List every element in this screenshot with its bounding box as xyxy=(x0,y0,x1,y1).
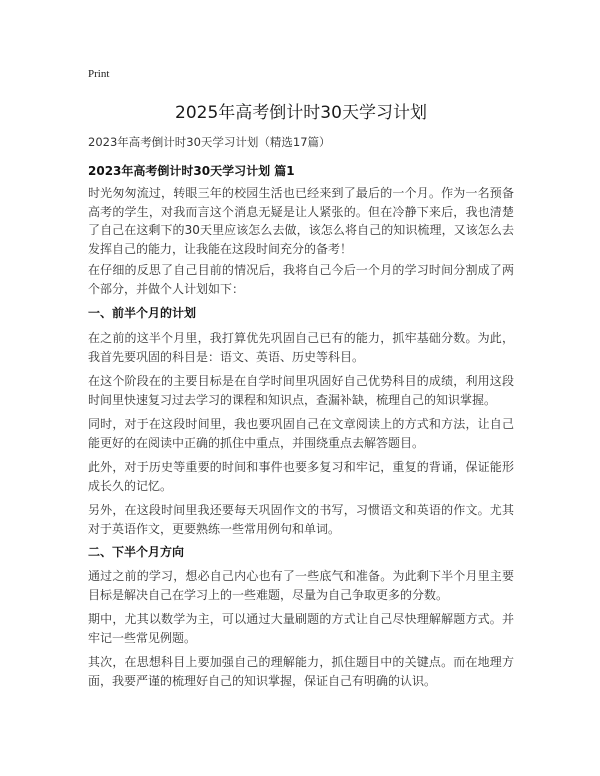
paragraph: 期中，尤其以数学为主，可以通过大量刷题的方式让自己尽快理解解题方式。并牢记一些常见例题。 xyxy=(88,612,514,645)
paragraph: 其次，在思想科目上要加强自己的理解能力，抓住题目中的关键点。而在地理方面，我要严谨的梳理好自己的知识掌握，保证自己有明确的认识。 xyxy=(88,655,514,688)
heading-first-half: 一、前半个月的计划 xyxy=(88,306,197,320)
paragraph: 在之前的这半个月里，我打算优先巩固自己已有的能力，抓牢基础分数。为此，我首先要巩固的科目是：语文、英语、历史等科目。 xyxy=(88,331,514,364)
heading-second-half: 二、下半个月方向 xyxy=(88,545,185,559)
paragraph: 另外，在这段时间里我还要每天巩固作文的书写，习惯语文和英语的作文。尤其对于英语作文，更要熟练一些常用例句和单词。 xyxy=(88,503,514,536)
paragraph: 时光匆匆流过，转眼三年的校园生活也已经来到了最后的一个月。作为一名预备高考的学生，对我而言这个消息无疑是让人紧张的。但在冷静下来后，我也清楚了自己在这剩下的30天里应该怎么去做，该怎么将自己的知识梳理，又该怎么去发挥自己的能力，让我能在这段时间充分的备考！ xyxy=(88,186,514,256)
print-link[interactable]: Print xyxy=(88,68,110,80)
paragraph: 在仔细的反思了自己目前的情况后，我将自己今后一个月的学习时间分割成了两个部分，并做个人计划如下： xyxy=(88,263,514,296)
paragraph: 同时，对于在这段时间里，我也要巩固自己在文章阅读上的方式和方法，让自己能更好的在阅读中正确的抓住中重点，并围绕重点去解答题目。 xyxy=(88,417,514,450)
paragraph: 此外，对于历史等重要的时间和事件也要多复习和牢记，重复的背诵，保证能形成长久的记忆。 xyxy=(88,460,514,493)
document-subtitle: 2023年高考倒计时30天学习计划（精选17篇） xyxy=(88,135,331,149)
section-title: 2023年高考倒计时30天学习计划 篇1 xyxy=(88,164,295,178)
paragraph: 通过之前的学习，想必自己内心也有了一些底气和准备。为此剩下半个月里主要目标是解决自己在学习上的一些难题，尽量为自己争取更多的分数。 xyxy=(88,569,514,602)
paragraph: 在这个阶段在的主要目标是在自学时间里巩固好自己优势科目的成绩，利用这段时间里快速复习过去学习的课程和知识点，查漏补缺，梳理自己的知识掌握。 xyxy=(88,374,514,407)
page-title: 2025年高考倒计时30天学习计划 xyxy=(175,103,427,123)
